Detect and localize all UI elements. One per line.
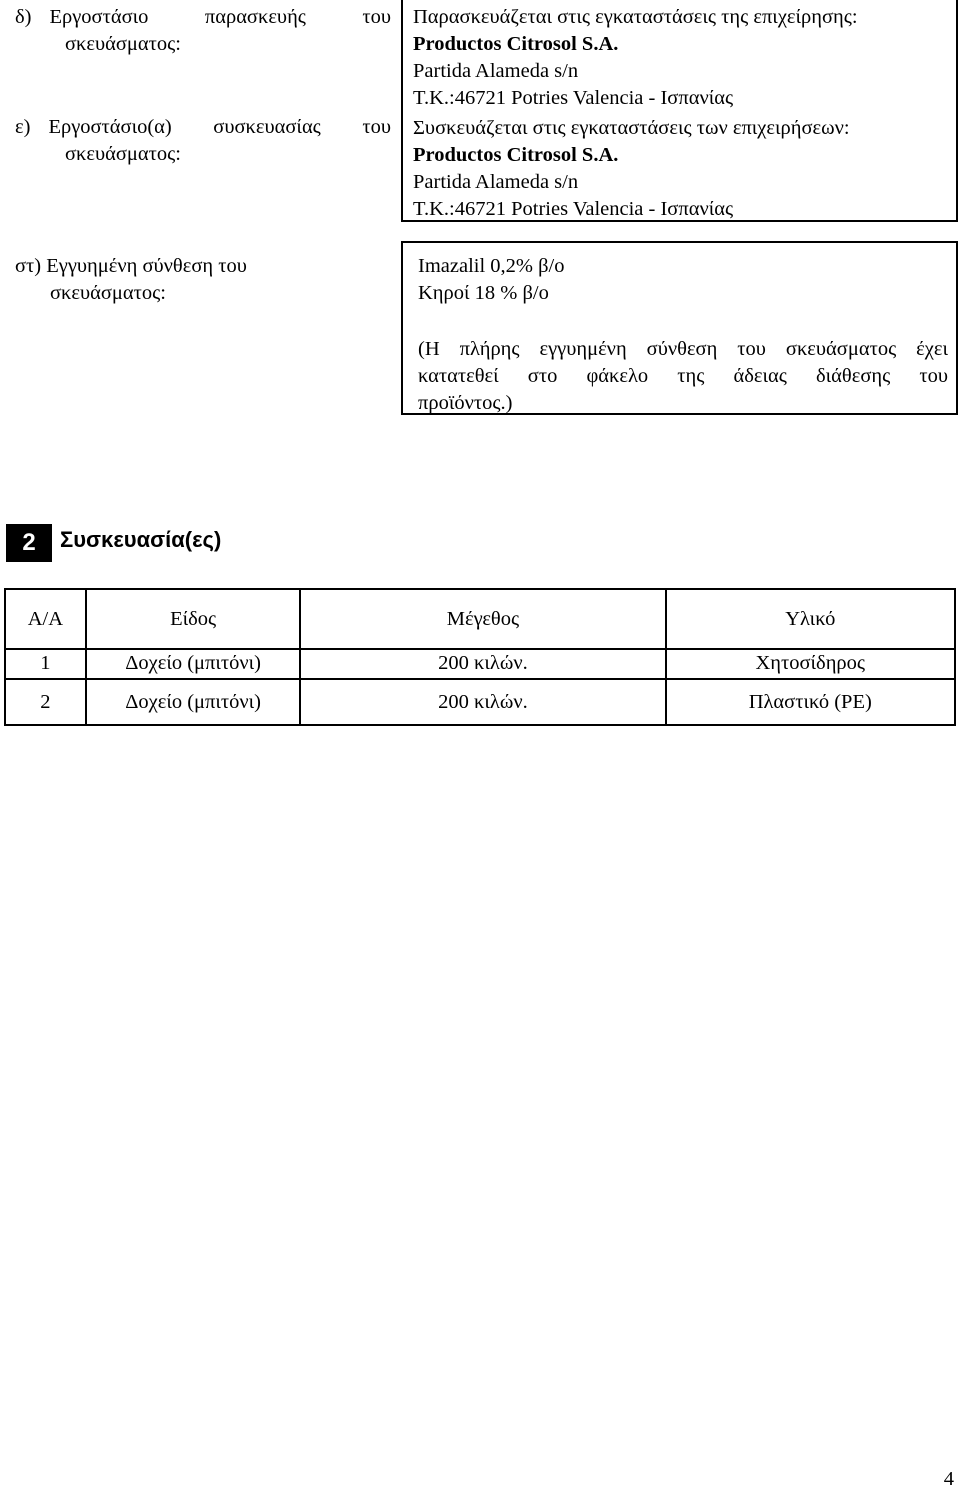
header-aa: Α/Α: [5, 589, 86, 649]
section-d-word2: παρασκευής: [204, 6, 306, 28]
section-d-line1: Παρασκευάζεται στις εγκαταστάσεις της επιχείρησης:: [413, 6, 858, 28]
section-d-address: Partida Alameda s/n: [413, 60, 579, 82]
section-e-address: Partida Alameda s/n: [413, 171, 579, 193]
section-st-label: [15, 253, 247, 307]
section-d-label: [15, 4, 391, 31]
note-line-3: προϊόντος.): [418, 392, 513, 414]
cell-aa: 1: [5, 649, 86, 679]
header-material: Υλικό: [666, 589, 955, 649]
table-row: [5, 649, 955, 679]
section-title: Συσκευασία(ες): [60, 527, 222, 552]
note-line-1: (Η πλήρης εγγυημένη σύνθεση του σκευάσματος έχει: [418, 338, 948, 360]
page-number: 4: [943, 1468, 954, 1490]
section-e-postal: T.K.:46721 Potries Valencia - Ισπανίας: [413, 198, 734, 220]
section-st-label-line2: σκευάσματος:: [50, 282, 166, 304]
packaging-table: [4, 588, 956, 726]
section-st-content: [418, 253, 948, 417]
cell-size: 200 κιλών.: [300, 649, 665, 679]
table-row: [5, 679, 955, 725]
cell-type: Δοχείο (μπιτόνι): [86, 649, 301, 679]
cell-aa: 2: [5, 679, 86, 725]
header-type: Είδος: [86, 589, 301, 649]
cell-size: 200 κιλών.: [300, 679, 665, 725]
section-d-company: Productos Citrosol S.A.: [413, 33, 619, 55]
section-st-label-line1: στ) Εγγυημένη σύνθεση του: [15, 255, 247, 277]
header-size: Μέγεθος: [300, 589, 665, 649]
section-e-word2: συσκευασίας: [213, 116, 321, 138]
note-line-2: κατατεθεί στο φάκελο της άδειας διάθεσης του: [418, 365, 948, 387]
ingredient-1: Imazalil 0,2% β/ο: [418, 255, 565, 277]
section-number-badge: 2: [6, 524, 52, 562]
section-e-word3: του: [362, 116, 391, 138]
section-e-label-line2: σκευάσματος:: [65, 143, 181, 165]
cell-material: Χητοσίδηρος: [666, 649, 955, 679]
section-d-letter: δ): [15, 6, 32, 28]
section-e-company: Productos Citrosol S.A.: [413, 144, 619, 166]
section-d-label-line2: σκευάσματος:: [65, 33, 181, 55]
cell-material: Πλαστικό (PE): [666, 679, 955, 725]
section-e-line1: Συσκευάζεται στις εγκαταστάσεις των επιχειρήσεων:: [413, 117, 850, 139]
ingredient-2: Κηροί 18 % β/ο: [418, 282, 549, 304]
section-d-word3: του: [362, 6, 392, 28]
composition-note: [418, 336, 948, 417]
section-d-content: [413, 4, 858, 223]
section-d-postal: T.K.:46721 Potries Valencia - Ισπανίας: [413, 87, 734, 109]
section-e-word1: Εργοστάσιο(α): [48, 116, 172, 138]
table-header-row: [5, 589, 955, 649]
section-d-word1: Εργοστάσιο: [49, 6, 149, 28]
section-e-letter: ε): [15, 116, 31, 138]
section-e-label: [15, 114, 391, 141]
cell-type: Δοχείο (μπιτόνι): [86, 679, 301, 725]
